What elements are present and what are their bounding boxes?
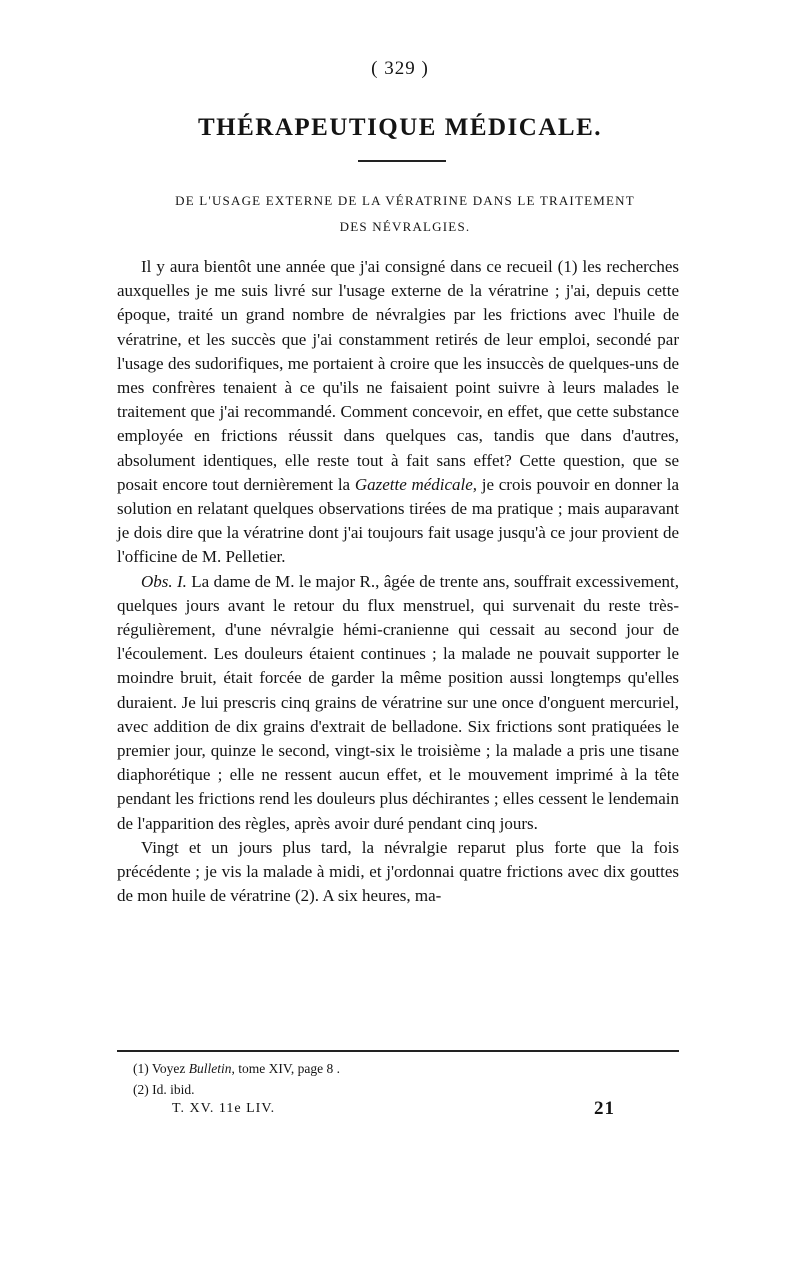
article-body [117,255,679,908]
article-heading [120,188,690,240]
footnote-divider [117,1050,679,1052]
footnote-1-prefix: (1) Voyez [133,1061,186,1076]
paragraph-1-text-a: Il y aura bientôt une année que j'ai consigné dans ce recueil (1) les recherches auxquelles je me suis livré sur l'usage externe de la vératrine ; j'ai, depuis cette époque, traité un grand nombre de névralgies par les frictions avec l'huile de vératrine, et les succès que j'ai constamment retirés de leur emploi, secondé par l'usage des sudorifiques, me portaient à croire que les insuccès de quelques-uns de mes confrères tenaient à ce qu'ils ne faisaient point suivre à leurs malades le traitement que j'ai recommandé. Comment concevoir, en effet, que cette substance employée en frictions réussit dans quelques cas, tandis que dans d'autres, absolument identiques, elle reste tout à fait sans effet? Cette question, que se posait encore tout dernièrement la [117,257,679,494]
paragraph-1 [117,255,679,570]
footnote-1 [133,1058,653,1079]
paragraph-1-text-b: je crois pouvoir en donner la solution en relatant quelques observations tirées de ma pratique ; mais auparavant je dois dire que la vératrine dont j'ai toujours fait usage jusqu'à ce jour provient de l'officine de M. Pelletier. [117,474,679,567]
sheet-number: 21 [594,1098,615,1119]
footnote-1-italic: Bulletin [188,1061,232,1076]
article-heading-line-1: DE L'USAGE EXTERNE DE LA VÉRATRINE DANS LE TRAITEMENT [175,193,635,208]
observation-label: Obs. I. [141,571,187,591]
volume-issue-mark: T. XV. 11e LIV. [172,1101,276,1116]
title-divider [358,160,446,162]
section-title: THÉRAPEUTIQUE MÉDICALE. [198,114,602,141]
footnote-1-suffix: , tome XIV, page 8 . [231,1061,340,1076]
footnote-2: (2) Id. ibid. [133,1082,195,1097]
paragraph-2 [117,570,679,836]
signature-line [172,1098,622,1119]
paragraph-3 [117,836,679,909]
page-number: ( 329 ) [371,58,429,79]
footnotes [133,1058,653,1100]
journal-title-italic: Gazette médicale, [354,474,478,494]
paragraph-2-text: La dame de M. le major R., âgée de trente ans, souffrait excessivement, quelques jours avant le retour du flux menstruel, qui survenait du reste très-régulièrement, d'une névralgie hémi-cranienne qui cessait au second jour de l'écoulement. Les douleurs étaient continues ; la malade ne pouvait supporter le moindre bruit, était forcée de garder la même position aussi longtemps qu'elles duraient. Je lui prescris cinq grains de vératrine sur une once d'onguent mercuriel, avec addition de dix grains d'extrait de belladone. Six frictions sont pratiquées le premier jour, quinze le second, vingt-six le troisième ; la malade a pris une tisane diaphorétique ; elle ne ressent aucun effet, et le mouvement imprimé à la tête pendant les frictions rend les douleurs plus déchirantes ; elles cessent le lendemain de l'apparition des règles, après avoir duré pendant cinq jours. [117,571,680,833]
article-heading-line-2: DES NÉVRALGIES. [339,219,471,234]
paragraph-3-text: Vingt et un jours plus tard, la névralgie reparut plus forte que la fois précédente ; je vis la malade à midi, et j'ordonnai quatre frictions avec dix gouttes de mon huile de vératrine (2). A six heures, ma- [117,837,679,906]
